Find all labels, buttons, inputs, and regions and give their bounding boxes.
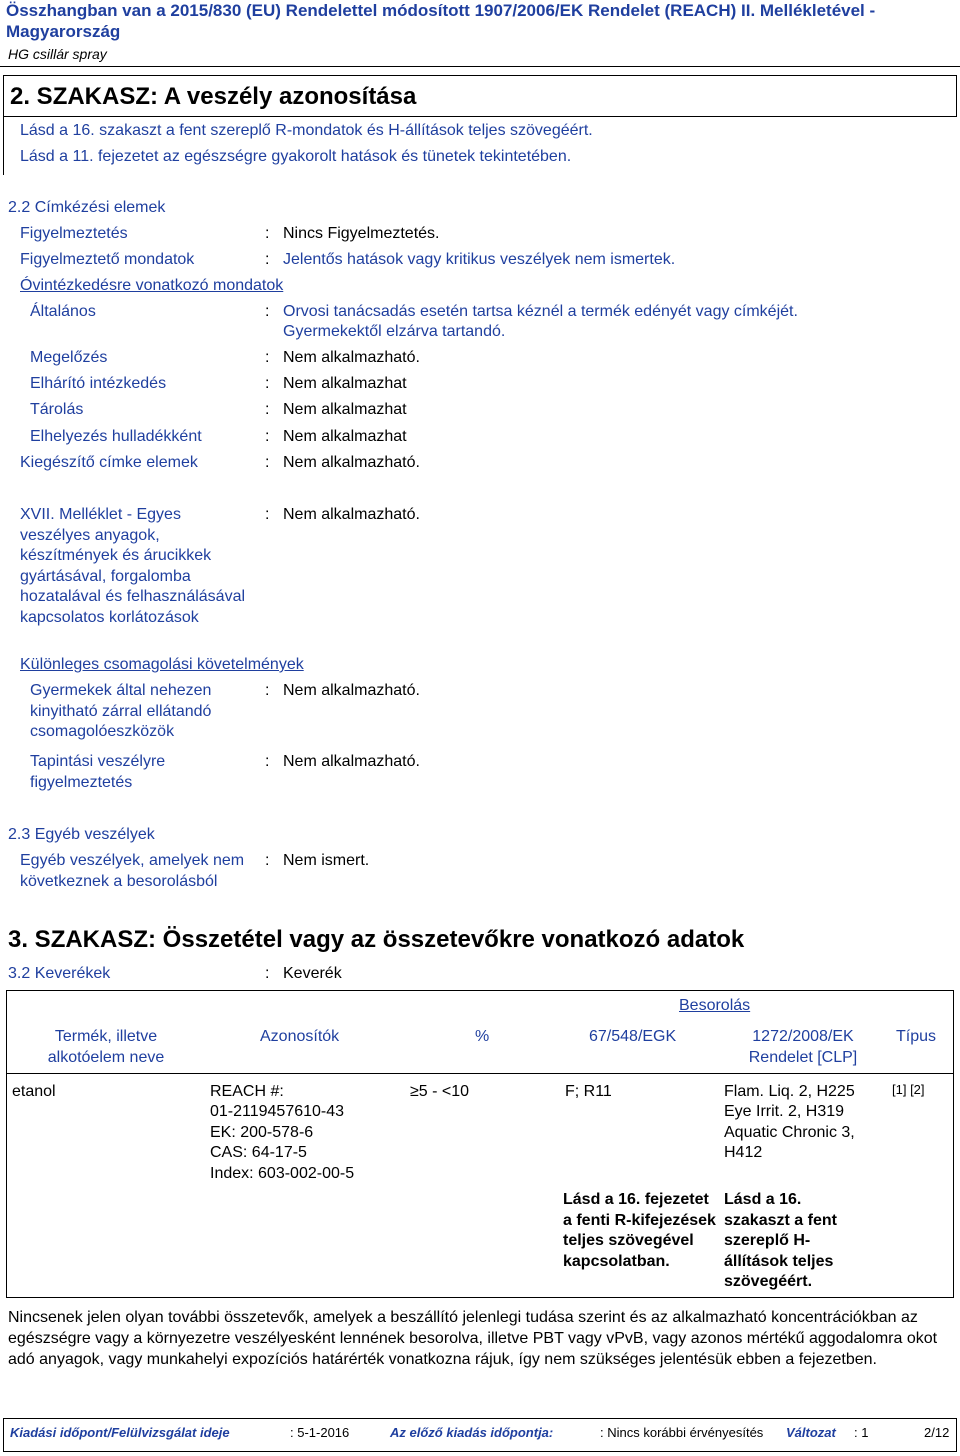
identifier-index: Index: 603-002-00-5 (210, 1165, 355, 1182)
clp-class-1: Flam. Liq. 2, H225 (724, 1083, 855, 1100)
footer-issue-label: Kiadási időpont/Felülvizsgálat ideje (10, 1425, 230, 1440)
component-name: etanol (12, 1083, 56, 1100)
component-percent: ≥5 - <10 (410, 1083, 470, 1100)
col-header-name: Termék, illetve alkotóelem neve (47, 1028, 165, 1066)
prevention-value: Nem alkalmazható. (283, 349, 420, 366)
subsection-3-2-colon: : (265, 965, 270, 982)
warning-colon: : (265, 225, 270, 242)
product-name: HG csillár spray (8, 46, 107, 62)
clp-class-3: Aquatic Chronic 3, (724, 1124, 855, 1141)
section3-footnote: Nincsenek jelen olyan további összetevők, amelyek a beszállító jelenlegi tudása szerint és az alkalmazható koncentrációkban az egészségre vagy a környezetre veszélyesként lennének besorolva, illetve PBT vagy vPvB, vagy azonos mértékű aggodalomra okot adó anyagok, vagy munkahelyi expozíciós határérték vonatkozna rájuk, így nem szükséges jelentésük ebben a fejezetben. (8, 1309, 938, 1368)
prevention-colon: : (265, 349, 270, 366)
warning-value: Nincs Figyelmeztetés. (283, 225, 440, 242)
identifier-ek: EK: 200-578-6 (210, 1124, 314, 1141)
table-header-divider (6, 1073, 954, 1074)
tactile-warning-colon: : (265, 753, 270, 770)
other-hazards-value: Nem ismert. (283, 852, 370, 869)
hazard-statements-value: Jelentős hatások vagy kritikus veszélyek nem ismertek. (283, 251, 676, 268)
document-title: Összhangban van a 2015/830 (EU) Rendelettel módosított 1907/2006/EK Rendelet (REACH) II. Mellékletével - (6, 1, 876, 20)
header-divider (0, 66, 960, 67)
precaution-heading: Óvintézkedésre vonatkozó mondatok (20, 277, 284, 294)
general-label: Általános (30, 303, 96, 320)
hazard-statements-colon: : (265, 251, 270, 268)
warning-label: Figyelmeztetés (20, 225, 128, 242)
col-header-type: Típus (896, 1028, 937, 1045)
footer-version-label: Változat (786, 1425, 836, 1440)
clp-class-2: Eye Irrit. 2, H319 (724, 1103, 845, 1120)
subsection-2-3-title: 2.3 Egyéb veszélyek (8, 826, 155, 843)
general-colon: : (265, 303, 270, 320)
child-resistant-label: Gyermekek által nehezen kinyitható zárral ellátandó csomagolóeszközök (30, 682, 212, 741)
annex-xvii-value: Nem alkalmazható. (283, 506, 420, 523)
storage-value: Nem alkalmazhat (283, 401, 407, 418)
section2-title: 2. SZAKASZ: A veszély azonosítása (10, 83, 417, 110)
clp-note: Lásd a 16. szakaszt a fent szereplő H-állítások teljes szövegéért. (724, 1191, 837, 1291)
section2-ref-11: Lásd a 11. fejezetet az egészségre gyakorolt hatások és tünetek tekintetében. (20, 148, 572, 165)
col-header-identifiers: Azonosítók (260, 1028, 340, 1045)
response-colon: : (265, 375, 270, 392)
packaging-heading: Különleges csomagolási követelmények (20, 656, 304, 673)
component-type: [1] [2] (892, 1082, 925, 1097)
other-hazards-colon: : (265, 852, 270, 869)
annex-xvii-label: XVII. Melléklet - Egyes veszélyes anyagok, készítmények és árucikkek gyártásával, forgalomba hozatalával és felhasználásával kapcsolatos korlátozások (20, 506, 246, 626)
footer-version-value: : 1 (854, 1425, 869, 1440)
subsection-3-2-title: 3.2 Keverékek (8, 965, 111, 982)
subsection-2-2-title: 2.2 Címkézési elemek (8, 199, 166, 216)
child-resistant-colon: : (265, 682, 270, 699)
child-resistant-value: Nem alkalmazható. (283, 682, 420, 699)
supplemental-value: Nem alkalmazható. (283, 454, 420, 471)
footer-prev-label: Az előző kiadás időpontja: (390, 1425, 554, 1440)
clp-class-4: H412 (724, 1144, 763, 1161)
tactile-warning-label: Tapintási veszélyre figyelmeztetés (30, 753, 166, 791)
storage-label: Tárolás (30, 401, 84, 418)
disposal-value: Nem alkalmazhat (283, 428, 407, 445)
document-title-country: Magyarország (6, 22, 121, 41)
tactile-warning-value: Nem alkalmazható. (283, 753, 420, 770)
footer-page-number: 2/12 (924, 1425, 950, 1440)
footer-prev-value: : Nincs korábbi érvényesítés (600, 1425, 764, 1440)
col-header-percent: % (475, 1028, 490, 1045)
identifier-reach-label: REACH #: (210, 1083, 284, 1100)
subsection-3-2-value: Keverék (283, 965, 342, 982)
response-label: Elhárító intézkedés (30, 375, 167, 392)
storage-colon: : (265, 401, 270, 418)
disposal-label: Elhelyezés hulladékként (30, 428, 202, 445)
section2-ref-16: Lásd a 16. szakaszt a fent szereplő R-mondatok és H-állítások teljes szövegéért. (20, 122, 593, 139)
classification-header: Besorolás (679, 997, 751, 1014)
response-value: Nem alkalmazhat (283, 375, 407, 392)
footer-issue-value: : 5-1-2016 (290, 1425, 350, 1440)
identifier-cas: CAS: 64-17-5 (210, 1144, 307, 1161)
identifier-reach-number: 01-2119457610-43 (210, 1103, 345, 1120)
col-header-clp: 1272/2008/EK Rendelet [CLP] (748, 1028, 858, 1066)
annex-xvii-colon: : (265, 506, 270, 523)
supplemental-label: Kiegészítő címke elemek (20, 454, 198, 471)
section2-left-rule (3, 115, 4, 175)
supplemental-colon: : (265, 454, 270, 471)
col-header-67-548: 67/548/EGK (589, 1028, 677, 1045)
section3-title: 3. SZAKASZ: Összetétel vagy az összetevőkre vonatkozó adatok (8, 926, 745, 953)
component-dsd-class: F; R11 (565, 1083, 612, 1100)
general-value-2: Gyermekektől elzárva tartandó. (283, 323, 506, 340)
prevention-label: Megelőzés (30, 349, 108, 366)
other-hazards-label: Egyéb veszélyek, amelyek nem következnek a besorolásból (20, 852, 245, 890)
dsd-note: Lásd a 16. fejezetet a fenti R-kifejezések teljes szövegével kapcsolatban. (563, 1191, 716, 1270)
hazard-statements-label: Figyelmeztető mondatok (20, 251, 195, 268)
disposal-colon: : (265, 428, 270, 445)
general-value-1: Orvosi tanácsadás esetén tartsa kéznél a termék edényét vagy címkéjét. (283, 303, 798, 320)
